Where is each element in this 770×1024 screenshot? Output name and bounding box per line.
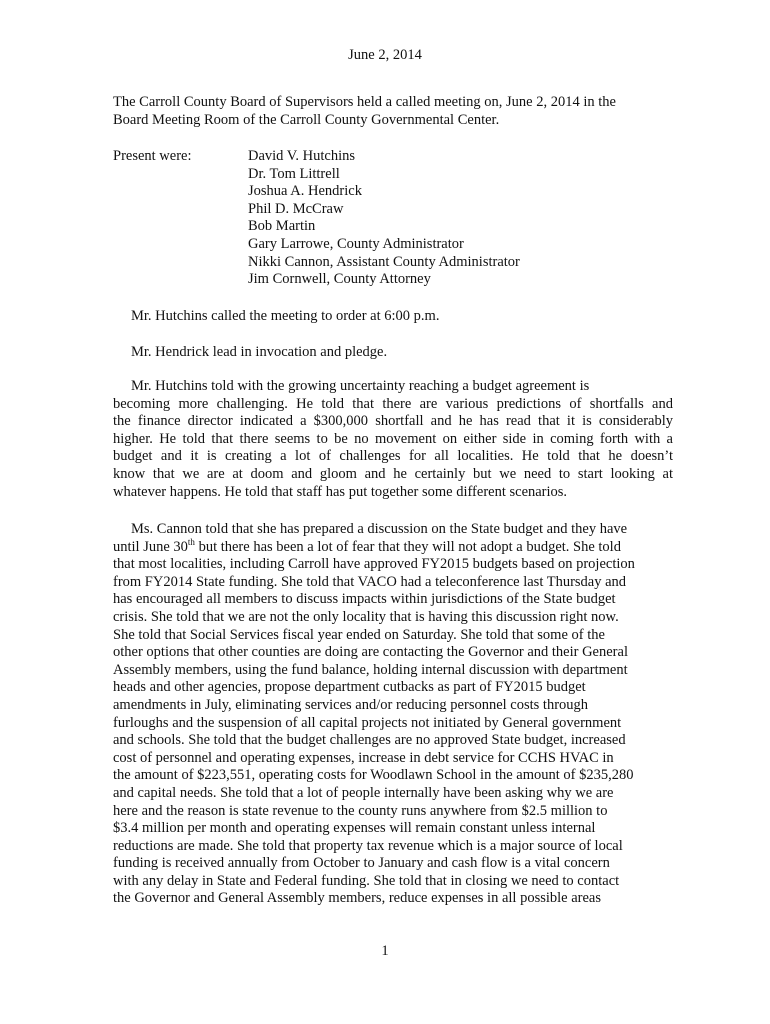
text-segment: until June 30 bbox=[113, 538, 188, 555]
text-line: the Governor and General Assembly members, reduce expenses in all possible areas bbox=[113, 890, 602, 907]
text-line: higher. He told that there seems to be no movement on either side in coming forth with a bbox=[113, 430, 673, 447]
text-line: Ms. Cannon told that she has prepared a discussion on the State budget and they have bbox=[131, 521, 628, 537]
page-number: 1 bbox=[381, 943, 389, 959]
attendee: Dr. Tom Littrell bbox=[248, 165, 340, 182]
text-line bbox=[113, 536, 673, 557]
text-line: budget and it is creating a lot of challenges for all localities. He told that he doesn’t bbox=[113, 448, 673, 465]
text-line: from FY2014 State funding. She told that VACO had a teleconference last Thursday and bbox=[113, 573, 627, 590]
attendee-list bbox=[248, 148, 520, 289]
text-line: crisis. She told that we are not the only locality that is having this discussion right now. bbox=[113, 608, 619, 625]
text-line: Mr. Hutchins called the meeting to order at 6:00 p.m. bbox=[131, 308, 440, 324]
text-line: here and the reason is state revenue to the county runs anywhere from $2.5 million to bbox=[113, 802, 608, 819]
text-line: amendments in July, eliminating services and/or reducing personnel costs through bbox=[113, 696, 589, 713]
text-line: Assembly members, using the fund balance, holding internal discussion with department bbox=[113, 661, 628, 678]
intro-paragraph bbox=[113, 93, 673, 129]
attendee: Nikki Cannon, Assistant County Administrator bbox=[248, 253, 520, 270]
text-line: furloughs and the suspension of all capital projects not initiated by General government bbox=[113, 714, 622, 731]
attendee: Gary Larrowe, County Administrator bbox=[248, 235, 464, 252]
text-line: and schools. She told that the budget challenges are no approved State budget, increased bbox=[113, 732, 626, 749]
text-line: and capital needs. She told that a lot of people internally have been asking why we are bbox=[113, 784, 614, 801]
text-line: the finance director indicated a $300,000 shortfall and he has read that it is considerably bbox=[113, 413, 673, 430]
attendee: Jim Cornwell, County Attorney bbox=[248, 271, 431, 288]
text-line: reductions are made. She told that property tax revenue which is a major source of local bbox=[113, 837, 623, 854]
text-line: She told that Social Services fiscal year ended on Saturday. She told that some of the bbox=[113, 626, 605, 643]
attendee: Joshua A. Hendrick bbox=[248, 183, 362, 200]
present-label: Present were: bbox=[113, 148, 192, 164]
text-line: that most localities, including Carroll have approved FY2015 budgets based on projection bbox=[113, 556, 635, 573]
text-line: Board Meeting Room of the Carroll County Governmental Center. bbox=[113, 112, 500, 128]
text-line: becoming more challenging. He told that there are various predictions of shortfalls and bbox=[113, 395, 673, 412]
text-line: Mr. Hutchins told with the growing uncertainty reaching a budget agreement is bbox=[131, 378, 590, 394]
text-line: heads and other agencies, propose department cutbacks as part of FY2015 budget bbox=[113, 679, 586, 696]
paragraph-budget-uncertainty bbox=[113, 378, 673, 501]
text-line: Mr. Hendrick lead in invocation and pledge. bbox=[131, 344, 388, 360]
paragraph-call-to-order bbox=[113, 308, 673, 326]
text-line: cost of personnel and operating expenses, increase in debt service for CCHS HVAC in bbox=[113, 749, 614, 766]
text-line: other options that other counties are doing are contacting the Governor and their General bbox=[113, 644, 628, 661]
text-line: whatever happens. He told that staff has put together some different scenarios. bbox=[113, 483, 568, 500]
attendee: David V. Hutchins bbox=[248, 148, 356, 164]
paragraph-state-budget bbox=[113, 521, 673, 908]
text-segment: but there has been a lot of fear that they will not adopt a budget. She told bbox=[194, 538, 621, 555]
meeting-date: June 2, 2014 bbox=[348, 47, 422, 63]
text-line: with any delay in State and Federal funding. She told that in closing we need to contact bbox=[113, 872, 620, 889]
text-line: The Carroll County Board of Supervisors held a called meeting on, June 2, 2014 in the bbox=[113, 94, 616, 110]
text-line: know that we are at doom and gloom and he certainly but we need to start looking at bbox=[113, 465, 673, 482]
text-line: $3.4 million per month and operating expenses will remain constant unless internal bbox=[113, 820, 596, 837]
text-line: the amount of $223,551, operating costs for Woodlawn School in the amount of $235,280 bbox=[113, 767, 634, 784]
paragraph-invocation bbox=[113, 344, 673, 362]
text-line: funding is received annually from October to January and cash flow is a vital concern bbox=[113, 855, 610, 872]
attendee: Bob Martin bbox=[248, 218, 316, 235]
attendee: Phil D. McCraw bbox=[248, 200, 344, 217]
ordinal-suffix: th bbox=[187, 536, 195, 547]
text-line: has encouraged all members to discuss impacts within jurisdictions of the State budget bbox=[113, 591, 616, 608]
